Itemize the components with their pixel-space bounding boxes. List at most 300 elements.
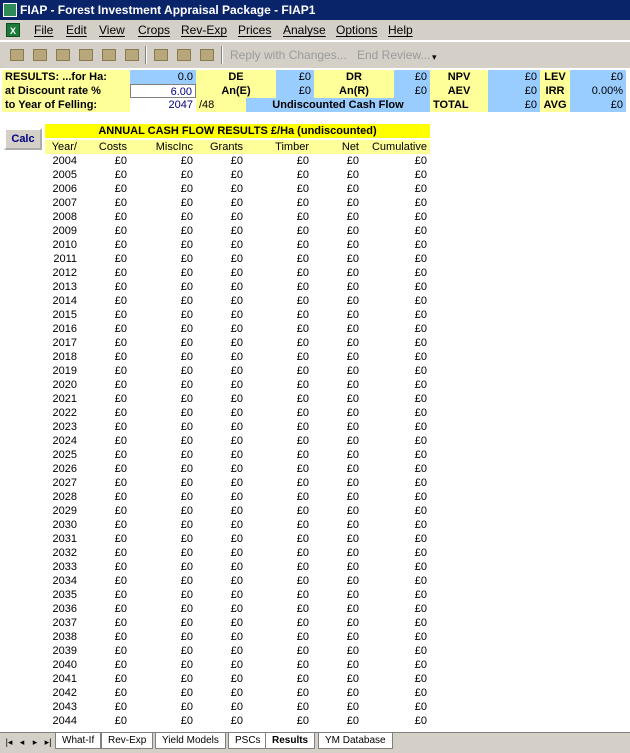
cell-grants[interactable]: £0 [230,211,243,223]
menu-analyse[interactable]: Analyse [283,23,326,37]
cell-costs[interactable]: £0 [114,169,127,181]
cell-net[interactable]: £0 [346,337,359,349]
cell-year[interactable]: 2032 [52,547,77,559]
cell-timber[interactable]: £0 [296,421,309,433]
cell-timber[interactable]: £0 [296,183,309,195]
cell-miscinc[interactable]: £0 [180,197,193,209]
cell-grants[interactable]: £0 [230,337,243,349]
cell-miscinc[interactable]: £0 [180,603,193,615]
cell-grants[interactable]: £0 [230,197,243,209]
cell-costs[interactable]: £0 [114,477,127,489]
aev-value[interactable]: £0 [488,84,540,98]
cell-net[interactable]: £0 [346,603,359,615]
cell-year[interactable]: 2004 [52,155,77,167]
cell-timber[interactable]: £0 [296,379,309,391]
cell-miscinc[interactable]: £0 [180,155,193,167]
cell-cumulative[interactable]: £0 [414,603,427,615]
cell-costs[interactable]: £0 [114,379,127,391]
cell-cumulative[interactable]: £0 [414,323,427,335]
cell-costs[interactable]: £0 [114,491,127,503]
cell-year[interactable]: 2029 [52,505,77,517]
cell-grants[interactable]: £0 [230,449,243,461]
delete-comment-icon[interactable] [123,46,141,64]
end-review-button[interactable]: End Review... [357,48,431,62]
show-comment-icon[interactable] [77,46,95,64]
cell-miscinc[interactable]: £0 [180,491,193,503]
irr-value[interactable]: 0.00% [570,84,626,98]
toolbar-options-icon[interactable]: ▾ [432,52,437,62]
cell-costs[interactable]: £0 [114,561,127,573]
cell-timber[interactable]: £0 [296,337,309,349]
tab-ym-database[interactable]: YM Database [318,733,393,749]
cell-miscinc[interactable]: £0 [180,169,193,181]
cell-costs[interactable]: £0 [114,281,127,293]
update-file-icon[interactable] [175,46,193,64]
cell-net[interactable]: £0 [346,225,359,237]
cell-miscinc[interactable]: £0 [180,225,193,237]
cell-miscinc[interactable]: £0 [180,379,193,391]
cell-costs[interactable]: £0 [114,323,127,335]
cell-year[interactable]: 2033 [52,561,77,573]
cell-costs[interactable]: £0 [114,533,127,545]
cell-year[interactable]: 2034 [52,575,77,587]
cell-year[interactable]: 2037 [52,617,77,629]
cell-miscinc[interactable]: £0 [180,239,193,251]
cell-miscinc[interactable]: £0 [180,659,193,671]
cell-costs[interactable]: £0 [114,393,127,405]
cell-year[interactable]: 2010 [52,239,77,251]
cell-costs[interactable]: £0 [114,645,127,657]
cell-year[interactable]: 2023 [52,421,77,433]
cell-timber[interactable]: £0 [296,491,309,503]
cell-miscinc[interactable]: £0 [180,211,193,223]
cell-timber[interactable]: £0 [296,631,309,643]
cell-grants[interactable]: £0 [230,603,243,615]
new-comment-icon[interactable] [8,46,26,64]
cell-miscinc[interactable]: £0 [180,701,193,713]
cell-miscinc[interactable]: £0 [180,421,193,433]
cell-timber[interactable]: £0 [296,617,309,629]
menu-options[interactable]: Options [336,23,378,37]
cell-costs[interactable]: £0 [114,267,127,279]
cell-miscinc[interactable]: £0 [180,477,193,489]
menu-rev-exp[interactable]: Rev-Exp [181,23,228,37]
cell-costs[interactable]: £0 [114,505,127,517]
cell-timber[interactable]: £0 [296,575,309,587]
cell-grants[interactable]: £0 [230,323,243,335]
cell-net[interactable]: £0 [346,183,359,195]
worksheet[interactable] [0,68,630,732]
cell-costs[interactable]: £0 [114,253,127,265]
cell-timber[interactable]: £0 [296,645,309,657]
ane-value[interactable]: £0 [276,84,314,98]
cell-timber[interactable]: £0 [296,281,309,293]
cell-net[interactable]: £0 [346,365,359,377]
cell-net[interactable]: £0 [346,575,359,587]
cell-costs[interactable]: £0 [114,449,127,461]
lev-value[interactable]: £0 [570,70,626,84]
cell-costs[interactable]: £0 [114,631,127,643]
cell-timber[interactable]: £0 [296,715,309,727]
cell-grants[interactable]: £0 [230,169,243,181]
cell-net[interactable]: £0 [346,617,359,629]
cell-cumulative[interactable]: £0 [414,645,427,657]
cell-net[interactable]: £0 [346,645,359,657]
cell-year[interactable]: 2036 [52,603,77,615]
cell-year[interactable]: 2012 [52,267,77,279]
cell-cumulative[interactable]: £0 [414,547,427,559]
cell-miscinc[interactable]: £0 [180,715,193,727]
cell-net[interactable]: £0 [346,673,359,685]
cell-cumulative[interactable]: £0 [414,449,427,461]
previous-sheet-icon[interactable]: ◂ [19,737,25,747]
cell-timber[interactable]: £0 [296,407,309,419]
cell-timber[interactable]: £0 [296,211,309,223]
cell-year[interactable]: 2028 [52,491,77,503]
cell-timber[interactable]: £0 [296,589,309,601]
cell-timber[interactable]: £0 [296,239,309,251]
cell-cumulative[interactable]: £0 [414,379,427,391]
cell-grants[interactable]: £0 [230,155,243,167]
cell-costs[interactable]: £0 [114,365,127,377]
cell-year[interactable]: 2011 [53,253,77,265]
cell-miscinc[interactable]: £0 [180,687,193,699]
cell-timber[interactable]: £0 [296,449,309,461]
cell-costs[interactable]: £0 [114,435,127,447]
total-value[interactable]: £0 [488,98,540,112]
next-sheet-icon[interactable]: ▸ [32,737,38,747]
cell-grants[interactable]: £0 [230,589,243,601]
create-task-icon[interactable] [152,46,170,64]
cell-net[interactable]: £0 [346,715,359,727]
cell-net[interactable]: £0 [346,421,359,433]
cell-miscinc[interactable]: £0 [180,673,193,685]
cell-cumulative[interactable]: £0 [414,561,427,573]
cell-grants[interactable]: £0 [230,407,243,419]
anr-value[interactable]: £0 [394,84,430,98]
cell-cumulative[interactable]: £0 [414,421,427,433]
cell-costs[interactable]: £0 [114,547,127,559]
cell-grants[interactable]: £0 [230,715,243,727]
menu-prices[interactable]: Prices [238,23,272,37]
cell-timber[interactable]: £0 [296,365,309,377]
cell-year[interactable]: 2038 [52,631,77,643]
cell-net[interactable]: £0 [346,295,359,307]
cell-cumulative[interactable]: £0 [414,617,427,629]
cell-timber[interactable]: £0 [296,477,309,489]
cell-cumulative[interactable]: £0 [414,589,427,601]
cell-net[interactable]: £0 [346,687,359,699]
cell-year[interactable]: 2018 [52,351,77,363]
cell-miscinc[interactable]: £0 [180,561,193,573]
cell-net[interactable]: £0 [346,449,359,461]
cell-timber[interactable]: £0 [296,253,309,265]
cell-year[interactable]: 2041 [52,673,77,685]
cell-cumulative[interactable]: £0 [414,659,427,671]
cell-timber[interactable]: £0 [296,463,309,475]
cell-net[interactable]: £0 [346,323,359,335]
cell-year[interactable]: 2035 [52,589,77,601]
cell-year[interactable]: 2025 [52,449,77,461]
cell-year[interactable]: 2020 [52,379,77,391]
cell-miscinc[interactable]: £0 [180,463,193,475]
reply-with-changes-button[interactable]: Reply with Changes... [230,48,347,62]
cell-cumulative[interactable]: £0 [414,477,427,489]
tab-yield-models[interactable]: Yield Models [155,733,226,749]
menu-view[interactable]: View [99,23,125,37]
cell-timber[interactable]: £0 [296,603,309,615]
cell-costs[interactable]: £0 [114,183,127,195]
cell-net[interactable]: £0 [346,239,359,251]
cell-costs[interactable]: £0 [114,617,127,629]
cell-cumulative[interactable]: £0 [414,673,427,685]
cell-cumulative[interactable]: £0 [414,687,427,699]
cell-costs[interactable]: £0 [114,673,127,685]
tab-rev-exp[interactable]: Rev-Exp [101,733,153,749]
cell-year[interactable]: 2043 [52,701,77,713]
cell-year[interactable]: 2024 [52,435,77,447]
menu-edit[interactable]: Edit [66,23,87,37]
cell-timber[interactable]: £0 [296,309,309,321]
cell-year[interactable]: 2042 [52,687,77,699]
cell-miscinc[interactable]: £0 [180,519,193,531]
avg-value[interactable]: £0 [570,98,626,112]
cell-grants[interactable]: £0 [230,547,243,559]
cell-timber[interactable]: £0 [296,673,309,685]
cell-net[interactable]: £0 [346,505,359,517]
cell-cumulative[interactable]: £0 [414,533,427,545]
cell-grants[interactable]: £0 [230,281,243,293]
menu-file[interactable]: File [34,23,54,37]
cell-miscinc[interactable]: £0 [180,337,193,349]
cell-year[interactable]: 2026 [52,463,77,475]
cell-grants[interactable]: £0 [230,421,243,433]
cell-miscinc[interactable]: £0 [180,533,193,545]
cell-cumulative[interactable]: £0 [414,295,427,307]
cell-timber[interactable]: £0 [296,561,309,573]
cell-miscinc[interactable]: £0 [180,617,193,629]
cell-miscinc[interactable]: £0 [180,351,193,363]
cell-timber[interactable]: £0 [296,659,309,671]
cell-costs[interactable]: £0 [114,659,127,671]
cell-cumulative[interactable]: £0 [414,435,427,447]
cell-net[interactable]: £0 [346,281,359,293]
cell-cumulative[interactable]: £0 [414,407,427,419]
cell-costs[interactable]: £0 [114,197,127,209]
results-value[interactable]: 0.0 [130,70,196,84]
cell-grants[interactable]: £0 [230,379,243,391]
tab-results[interactable]: Results [265,733,315,749]
cell-cumulative[interactable]: £0 [414,393,427,405]
cell-grants[interactable]: £0 [230,239,243,251]
cell-grants[interactable]: £0 [230,225,243,237]
cell-grants[interactable]: £0 [230,295,243,307]
cell-year[interactable]: 2040 [52,659,77,671]
cell-cumulative[interactable]: £0 [414,463,427,475]
cell-cumulative[interactable]: £0 [414,155,427,167]
cell-net[interactable]: £0 [346,547,359,559]
cell-cumulative[interactable]: £0 [414,505,427,517]
show-all-comments-icon[interactable] [100,46,118,64]
cell-year[interactable]: 2005 [52,169,77,181]
cell-year[interactable]: 2017 [52,337,77,349]
cell-net[interactable]: £0 [346,379,359,391]
cell-grants[interactable]: £0 [230,463,243,475]
cell-miscinc[interactable]: £0 [180,449,193,461]
cell-grants[interactable]: £0 [230,687,243,699]
cell-year[interactable]: 2044 [52,715,77,727]
last-sheet-icon[interactable]: ▸| [44,737,52,747]
cell-timber[interactable]: £0 [296,295,309,307]
cell-costs[interactable]: £0 [114,519,127,531]
cell-net[interactable]: £0 [346,589,359,601]
tab-pscs[interactable]: PSCs [228,733,268,749]
cell-miscinc[interactable]: £0 [180,253,193,265]
cell-miscinc[interactable]: £0 [180,295,193,307]
cell-timber[interactable]: £0 [296,225,309,237]
cell-timber[interactable]: £0 [296,393,309,405]
cell-timber[interactable]: £0 [296,197,309,209]
cell-year[interactable]: 2027 [52,477,77,489]
cell-cumulative[interactable]: £0 [414,337,427,349]
cell-grants[interactable]: £0 [230,617,243,629]
cell-costs[interactable]: £0 [114,211,127,223]
cell-miscinc[interactable]: £0 [180,631,193,643]
cell-year[interactable]: 2031 [52,533,77,545]
cell-cumulative[interactable]: £0 [414,211,427,223]
cell-cumulative[interactable]: £0 [414,715,427,727]
cell-miscinc[interactable]: £0 [180,547,193,559]
cell-costs[interactable]: £0 [114,715,127,727]
cell-year[interactable]: 2007 [52,197,77,209]
cell-cumulative[interactable]: £0 [414,631,427,643]
cell-costs[interactable]: £0 [114,309,127,321]
cell-cumulative[interactable]: £0 [414,575,427,587]
cell-timber[interactable]: £0 [296,323,309,335]
cell-net[interactable]: £0 [346,407,359,419]
cell-grants[interactable]: £0 [230,519,243,531]
cell-cumulative[interactable]: £0 [414,365,427,377]
cell-grants[interactable]: £0 [230,505,243,517]
cell-net[interactable]: £0 [346,393,359,405]
cell-miscinc[interactable]: £0 [180,589,193,601]
cell-costs[interactable]: £0 [114,421,127,433]
cell-grants[interactable]: £0 [230,631,243,643]
cell-grants[interactable]: £0 [230,351,243,363]
cell-costs[interactable]: £0 [114,351,127,363]
menu-help[interactable]: Help [388,23,413,37]
cell-cumulative[interactable]: £0 [414,351,427,363]
cell-costs[interactable]: £0 [114,295,127,307]
cell-grants[interactable]: £0 [230,575,243,587]
cell-net[interactable]: £0 [346,701,359,713]
cell-timber[interactable]: £0 [296,267,309,279]
cell-year[interactable]: 2014 [52,295,77,307]
cell-grants[interactable]: £0 [230,267,243,279]
cell-timber[interactable]: £0 [296,519,309,531]
cell-net[interactable]: £0 [346,463,359,475]
tab-what-if[interactable]: What-If [55,733,101,749]
dr-value[interactable]: £0 [394,70,430,84]
cell-grants[interactable]: £0 [230,659,243,671]
cell-timber[interactable]: £0 [296,155,309,167]
cell-year[interactable]: 2022 [52,407,77,419]
cell-timber[interactable]: £0 [296,701,309,713]
cell-timber[interactable]: £0 [296,505,309,517]
cell-timber[interactable]: £0 [296,533,309,545]
cell-costs[interactable]: £0 [114,589,127,601]
cell-timber[interactable]: £0 [296,435,309,447]
cell-timber[interactable]: £0 [296,547,309,559]
cell-cumulative[interactable]: £0 [414,197,427,209]
cell-costs[interactable]: £0 [114,225,127,237]
cell-cumulative[interactable]: £0 [414,701,427,713]
cell-costs[interactable]: £0 [114,463,127,475]
previous-comment-icon[interactable] [31,46,49,64]
cell-grants[interactable]: £0 [230,309,243,321]
cell-costs[interactable]: £0 [114,603,127,615]
cell-grants[interactable]: £0 [230,253,243,265]
cell-cumulative[interactable]: £0 [414,225,427,237]
menu-crops[interactable]: Crops [138,23,171,37]
cell-costs[interactable]: £0 [114,155,127,167]
cell-timber[interactable]: £0 [296,169,309,181]
cell-grants[interactable]: £0 [230,435,243,447]
cell-year[interactable]: 2008 [52,211,77,223]
excel-icon[interactable]: X [6,23,20,37]
cell-net[interactable]: £0 [346,155,359,167]
cell-net[interactable]: £0 [346,435,359,447]
cell-costs[interactable]: £0 [114,337,127,349]
cell-grants[interactable]: £0 [230,183,243,195]
cell-miscinc[interactable]: £0 [180,281,193,293]
cell-costs[interactable]: £0 [114,407,127,419]
cell-miscinc[interactable]: £0 [180,435,193,447]
cell-miscinc[interactable]: £0 [180,323,193,335]
cell-miscinc[interactable]: £0 [180,645,193,657]
cell-timber[interactable]: £0 [296,687,309,699]
cell-cumulative[interactable]: £0 [414,169,427,181]
cell-year[interactable]: 2009 [52,225,77,237]
cell-miscinc[interactable]: £0 [180,267,193,279]
cell-cumulative[interactable]: £0 [414,239,427,251]
cell-cumulative[interactable]: £0 [414,519,427,531]
discount-rate-input[interactable]: 6.00 [130,84,196,98]
cell-cumulative[interactable]: £0 [414,267,427,279]
cell-net[interactable]: £0 [346,169,359,181]
cell-year[interactable]: 2019 [52,365,77,377]
cell-miscinc[interactable]: £0 [180,183,193,195]
cell-grants[interactable]: £0 [230,533,243,545]
cell-miscinc[interactable]: £0 [180,407,193,419]
cell-miscinc[interactable]: £0 [180,393,193,405]
cell-grants[interactable]: £0 [230,673,243,685]
cell-year[interactable]: 2021 [52,393,77,405]
cell-grants[interactable]: £0 [230,645,243,657]
first-sheet-icon[interactable]: |◂ [5,737,13,747]
cell-net[interactable]: £0 [346,561,359,573]
cell-costs[interactable]: £0 [114,687,127,699]
cell-costs[interactable]: £0 [114,701,127,713]
cell-grants[interactable]: £0 [230,365,243,377]
cell-grants[interactable]: £0 [230,561,243,573]
cell-net[interactable]: £0 [346,519,359,531]
cell-net[interactable]: £0 [346,253,359,265]
cell-year[interactable]: 2013 [52,281,77,293]
cell-net[interactable]: £0 [346,267,359,279]
cell-timber[interactable]: £0 [296,351,309,363]
cell-net[interactable]: £0 [346,491,359,503]
